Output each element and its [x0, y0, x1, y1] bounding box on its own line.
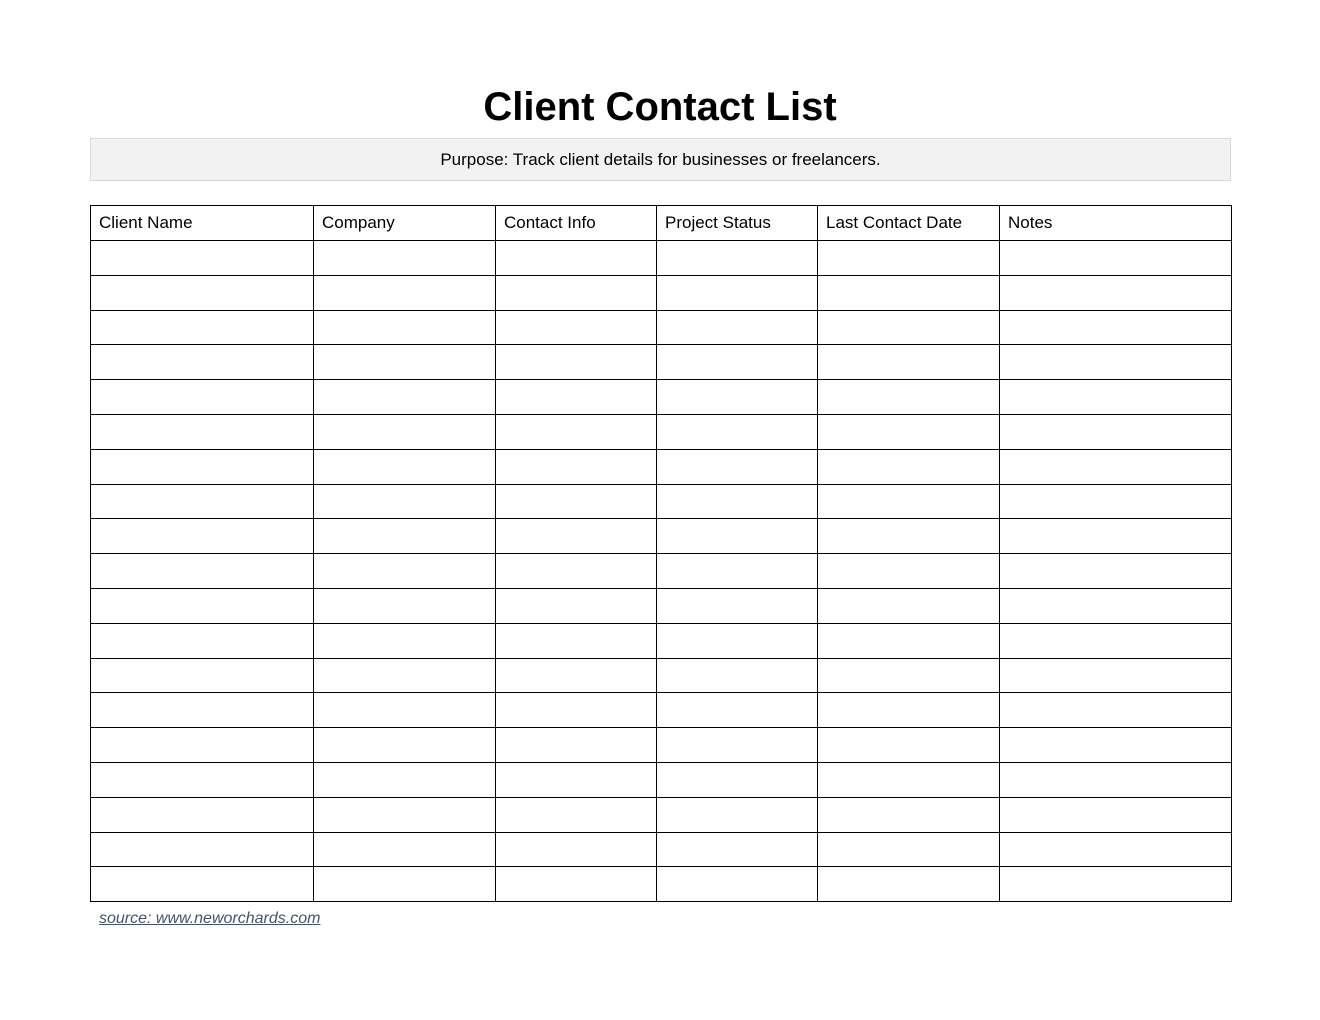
table-cell[interactable]: [91, 484, 314, 519]
contact-table: [90, 205, 1232, 902]
table-cell[interactable]: [91, 275, 314, 310]
table-cell[interactable]: [91, 414, 314, 449]
table-cell[interactable]: [314, 762, 496, 797]
table-cell[interactable]: [1000, 380, 1232, 415]
table-cell[interactable]: [91, 449, 314, 484]
table-body: [91, 241, 1232, 902]
table-row: [91, 414, 1232, 449]
table-cell[interactable]: [818, 623, 1000, 658]
table-cell[interactable]: [314, 484, 496, 519]
table-cell[interactable]: [314, 241, 496, 276]
table-cell[interactable]: [1000, 484, 1232, 519]
table-cell[interactable]: [1000, 623, 1232, 658]
source-link[interactable]: source: www.neworchards.com: [99, 910, 321, 927]
table-cell[interactable]: [818, 728, 1000, 763]
table-row: [91, 554, 1232, 589]
table-cell[interactable]: [496, 519, 657, 554]
table-row: [91, 658, 1232, 693]
table-cell[interactable]: [91, 832, 314, 867]
table-cell[interactable]: [1000, 867, 1232, 902]
table-row: [91, 484, 1232, 519]
table-cell[interactable]: [314, 380, 496, 415]
table-cell[interactable]: [1000, 762, 1232, 797]
page-title: Client Contact List: [483, 85, 837, 129]
table-cell[interactable]: [657, 414, 818, 449]
table-cell[interactable]: [496, 275, 657, 310]
table-cell[interactable]: [657, 345, 818, 380]
table-cell[interactable]: [818, 797, 1000, 832]
table-cell[interactable]: [1000, 658, 1232, 693]
table-cell[interactable]: [657, 310, 818, 345]
table-cell[interactable]: [91, 554, 314, 589]
table-row: [91, 588, 1232, 623]
table-row: [91, 380, 1232, 415]
table-cell[interactable]: [496, 380, 657, 415]
table-cell[interactable]: [496, 797, 657, 832]
table-cell[interactable]: [496, 867, 657, 902]
table-cell[interactable]: [314, 554, 496, 589]
table-cell[interactable]: [496, 832, 657, 867]
table-row: [91, 693, 1232, 728]
table-cell[interactable]: [657, 832, 818, 867]
column-header-notes: Notes: [1000, 206, 1232, 241]
table-cell[interactable]: [314, 728, 496, 763]
table-cell[interactable]: [1000, 832, 1232, 867]
table-cell[interactable]: [314, 832, 496, 867]
table-cell[interactable]: [314, 519, 496, 554]
table-cell[interactable]: [314, 449, 496, 484]
table-cell[interactable]: [314, 658, 496, 693]
table-cell[interactable]: [657, 797, 818, 832]
table-cell[interactable]: [91, 380, 314, 415]
table-row: [91, 728, 1232, 763]
table-cell[interactable]: [1000, 414, 1232, 449]
table-cell[interactable]: [1000, 588, 1232, 623]
table-cell[interactable]: [91, 693, 314, 728]
table-cell[interactable]: [496, 658, 657, 693]
table-cell[interactable]: [657, 623, 818, 658]
purpose-banner: Purpose: Track client details for businesses or freelancers.: [90, 138, 1231, 181]
table-cell[interactable]: [818, 658, 1000, 693]
table-cell[interactable]: [91, 867, 314, 902]
table-cell[interactable]: [818, 380, 1000, 415]
table-cell[interactable]: [91, 310, 314, 345]
table-cell[interactable]: [496, 762, 657, 797]
table-cell[interactable]: [91, 623, 314, 658]
table-cell[interactable]: [496, 241, 657, 276]
table-cell[interactable]: [657, 380, 818, 415]
table-cell[interactable]: [657, 484, 818, 519]
table-cell[interactable]: [496, 310, 657, 345]
table-cell[interactable]: [496, 554, 657, 589]
table-cell[interactable]: [818, 310, 1000, 345]
table-cell[interactable]: [1000, 519, 1232, 554]
table-cell[interactable]: [657, 241, 818, 276]
table-row: [91, 867, 1232, 902]
table-cell[interactable]: [496, 588, 657, 623]
table-row: [91, 519, 1232, 554]
table-cell[interactable]: [314, 623, 496, 658]
table-cell[interactable]: [91, 345, 314, 380]
table-cell[interactable]: [314, 797, 496, 832]
table-cell[interactable]: [496, 345, 657, 380]
table-cell[interactable]: [1000, 275, 1232, 310]
table-cell[interactable]: [1000, 310, 1232, 345]
column-header-company: Company: [314, 206, 496, 241]
table-cell[interactable]: [818, 484, 1000, 519]
table-row: [91, 449, 1232, 484]
table-cell[interactable]: [314, 588, 496, 623]
table-cell[interactable]: [496, 728, 657, 763]
table-cell[interactable]: [818, 588, 1000, 623]
table-cell[interactable]: [91, 658, 314, 693]
table-cell[interactable]: [91, 762, 314, 797]
table-cell[interactable]: [91, 241, 314, 276]
table-cell[interactable]: [496, 449, 657, 484]
table-cell[interactable]: [314, 275, 496, 310]
table-cell[interactable]: [1000, 693, 1232, 728]
table-cell[interactable]: [818, 762, 1000, 797]
table-cell[interactable]: [657, 728, 818, 763]
table-cell[interactable]: [1000, 797, 1232, 832]
table-row: [91, 275, 1232, 310]
table-cell[interactable]: [1000, 345, 1232, 380]
table-cell[interactable]: [657, 519, 818, 554]
table-cell[interactable]: [818, 867, 1000, 902]
table-header-row: [91, 206, 1232, 241]
table-row: [91, 241, 1232, 276]
table-cell[interactable]: [818, 241, 1000, 276]
table-cell[interactable]: [1000, 554, 1232, 589]
table-cell[interactable]: [657, 449, 818, 484]
table-row: [91, 310, 1232, 345]
table-cell[interactable]: [818, 345, 1000, 380]
table-cell[interactable]: [496, 693, 657, 728]
table-cell[interactable]: [496, 484, 657, 519]
table-cell[interactable]: [1000, 449, 1232, 484]
table-cell[interactable]: [314, 693, 496, 728]
table-cell[interactable]: [91, 588, 314, 623]
column-header-last-contact-date: Last Contact Date: [818, 206, 1000, 241]
table-cell[interactable]: [91, 519, 314, 554]
table-cell[interactable]: [314, 345, 496, 380]
table-cell[interactable]: [657, 762, 818, 797]
table-cell[interactable]: [818, 449, 1000, 484]
table-row: [91, 797, 1232, 832]
table-cell[interactable]: [818, 519, 1000, 554]
table-cell[interactable]: [818, 693, 1000, 728]
table-cell[interactable]: [657, 658, 818, 693]
table-cell[interactable]: [496, 414, 657, 449]
table-cell[interactable]: [314, 414, 496, 449]
table-cell[interactable]: [657, 588, 818, 623]
table-cell[interactable]: [657, 554, 818, 589]
table-row: [91, 345, 1232, 380]
table-row: [91, 832, 1232, 867]
table-cell[interactable]: [1000, 241, 1232, 276]
table-cell[interactable]: [91, 728, 314, 763]
table-cell[interactable]: [91, 797, 314, 832]
column-header-client-name: Client Name: [91, 206, 314, 241]
table-cell[interactable]: [818, 414, 1000, 449]
table-cell[interactable]: [496, 623, 657, 658]
table-cell[interactable]: [657, 867, 818, 902]
column-header-contact-info: Contact Info: [496, 206, 657, 241]
table-cell[interactable]: [818, 275, 1000, 310]
table-cell[interactable]: [314, 867, 496, 902]
table-cell[interactable]: [657, 275, 818, 310]
table-cell[interactable]: [657, 693, 818, 728]
table-row: [91, 762, 1232, 797]
table-cell[interactable]: [818, 832, 1000, 867]
table-cell[interactable]: [818, 554, 1000, 589]
table-cell[interactable]: [314, 310, 496, 345]
column-header-project-status: Project Status: [657, 206, 818, 241]
table-cell[interactable]: [1000, 728, 1232, 763]
table-row: [91, 623, 1232, 658]
